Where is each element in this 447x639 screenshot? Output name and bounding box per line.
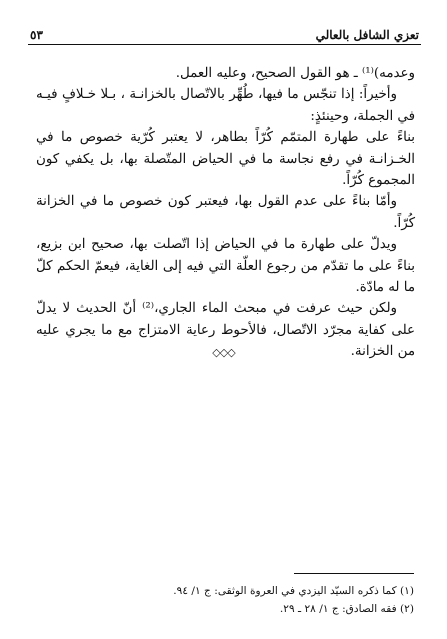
- paragraph: وأمّا بناءً على عدم القول بها، فيعتبر كون خصوص ما في الخزانة كُرّاً.: [36, 194, 415, 231]
- page-number: ٥٣: [30, 28, 43, 42]
- header-rule: [28, 44, 421, 45]
- footnote-rule: [294, 573, 414, 574]
- main-text: [36, 63, 415, 363]
- paragraph: بناءً على طهارة المتمّم كُرّاً بطاهر، لا يعتبر كُرّية خصوص ما في الخـزانـة في رفع نجاسة ما في الحياض المتّصلة بها، بل يكفي كون المجموع كُرّاً.: [36, 130, 415, 189]
- paragraph: وأخيراً: إذا تنجّس ما فيها، طُهِّر بالاتّصال بالخزانـة ، بـلا خـلافٍ فيـه في الجملة، وحينئذٍ:: [36, 87, 415, 124]
- footnote: (٢) فقه الصادق: ج ١/ ٢٨ ـ ٢٩.: [279, 603, 414, 615]
- section-separator: ◇◇◇: [212, 346, 235, 359]
- paragraph: وعدمه)⁽¹⁾ ـ هو القول الصحيح، وعليه العمل.: [175, 66, 415, 81]
- running-title: تعزي الشافل بالعالي: [315, 28, 419, 42]
- paragraph: ولكن حيث عرفت في مبحث الماء الجاري،⁽²⁾ أنّ الحديث لا يدلّ على كفاية مجرّد الاتّصال، فالأحوط رعاية الامتزاج مع ما يجري عليه من الخزانة.: [36, 301, 415, 360]
- footnotes: [36, 582, 414, 618]
- footnote: (١) كما ذكره السيّد اليزدي في العروة الوثقى: ج ١/ ٩٤.: [173, 585, 414, 597]
- page-header: [30, 20, 419, 42]
- paragraph: ويدلّ على طهارة ما في الحياض إذا اتّصلت بها، صحيح ابن بزيع، بناءً على ما تقدّم من رجوع العلّة التي فيه إلى الغاية، فيعمّ الحكم كلّ ما له مادّة.: [36, 237, 415, 296]
